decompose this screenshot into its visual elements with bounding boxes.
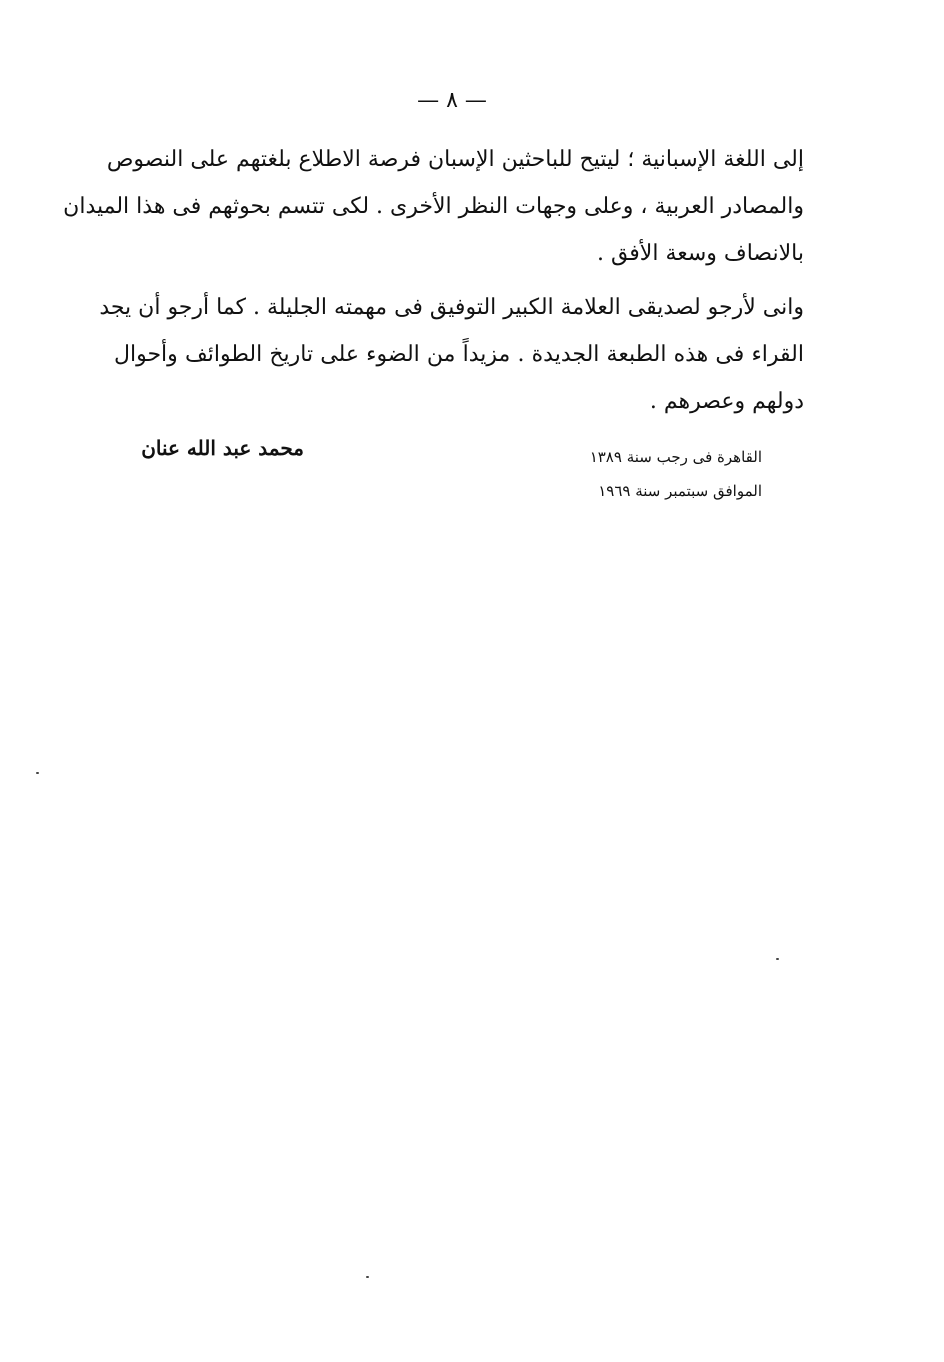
scan-speck	[36, 772, 39, 774]
paragraph-1	[63, 136, 804, 277]
page-number: — ٨ —	[417, 88, 487, 113]
dateline	[542, 440, 762, 508]
dateline-gregorian-date: الموافق سبتمبر سنة ١٩٦٩	[598, 482, 762, 500]
paragraph-line: إلى اللغة الإسبانية ؛ ليتيح للباحثين الإسبان فرصة الاطلاع بلغتهم على النصوص	[106, 147, 804, 172]
paragraph-2	[99, 284, 804, 425]
paragraph-line: وانى لأرجو لصديقى العلامة الكبير التوفيق فى مهمته الجليلة . كما أرجو أن يجد	[99, 295, 804, 320]
scan-speck	[366, 1276, 369, 1278]
paragraph-line: القراء فى هذه الطبعة الجديدة . مزيداً من الضوء على تاريخ الطوائف وأحوال	[114, 342, 804, 367]
dateline-place-date: القاهرة فى رجب سنة ١٣٨٩	[589, 448, 762, 466]
scan-speck	[776, 958, 779, 960]
paragraph-line: والمصادر العربية ، وعلى وجهات النظر الأخرى . لكى تتسم بحوثهم فى هذا الميدان	[63, 194, 804, 219]
author-signature: محمد عبد الله عنان	[141, 436, 304, 460]
paragraph-line: بالانصاف وسعة الأفق .	[596, 241, 804, 266]
paragraph-line: دولهم وعصرهم .	[649, 389, 804, 414]
